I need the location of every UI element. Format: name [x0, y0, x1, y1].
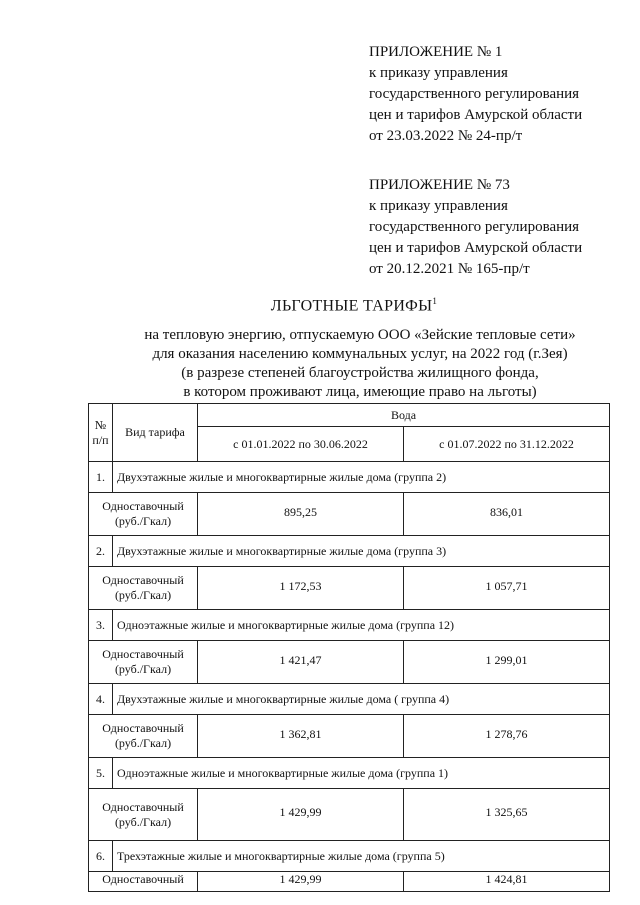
table-row	[89, 684, 610, 715]
table-row	[89, 462, 610, 493]
tariff-unit: (руб./Гкал)	[114, 662, 172, 676]
tariff-table	[88, 403, 610, 892]
group-name: Двухэтажные жилые и многоквартирные жилые дома (группа 3)	[113, 536, 610, 567]
tariff-kind-cell	[89, 493, 198, 536]
tariff-value-period-2: 1 278,76	[404, 715, 610, 758]
subtitle-line: в котором проживают лица, имеющие право на льготы)	[183, 384, 537, 400]
tariff-kind: Одноставочный	[102, 799, 184, 814]
table-header-row	[89, 404, 610, 427]
group-number: 6.	[89, 841, 113, 872]
tariff-kind-cell	[89, 789, 198, 841]
header-water: Вода	[198, 404, 610, 427]
appendix-1-line: от 23.03.2022 № 24-пр/т	[369, 128, 523, 144]
group-number: 3.	[89, 610, 113, 641]
appendix-1-line: цен и тарифов Амурской области	[369, 107, 583, 123]
header-tariff-kind: Вид тарифа	[113, 404, 198, 462]
tariff-kind-cell	[89, 872, 198, 892]
tariff-unit: (руб./Гкал)	[114, 814, 172, 829]
appendix-1-block	[369, 42, 640, 147]
group-name: Одноэтажные жилые и многоквартирные жилые дома (группа 12)	[113, 610, 610, 641]
table-row	[89, 841, 610, 872]
tariff-value-period-1: 895,25	[198, 493, 404, 536]
table-row	[89, 567, 610, 610]
appendix-73-title: ПРИЛОЖЕНИЕ № 73	[369, 177, 510, 193]
appendix-73-line: государственного регулирования	[369, 219, 580, 235]
document-title	[0, 296, 640, 315]
appendix-73-block	[369, 175, 640, 280]
group-name: Двухэтажные жилые и многоквартирные жилые дома (группа 2)	[113, 462, 610, 493]
group-number: 1.	[89, 462, 113, 493]
tariff-value-period-2: 836,01	[404, 493, 610, 536]
appendix-1-line: к приказу управления	[369, 65, 508, 81]
group-number: 2.	[89, 536, 113, 567]
tariff-value-period-2: 1 299,01	[404, 641, 610, 684]
group-number: 5.	[89, 758, 113, 789]
table-row	[89, 872, 610, 892]
group-number: 4.	[89, 684, 113, 715]
tariff-value-period-1: 1 172,53	[198, 567, 404, 610]
table-row	[89, 610, 610, 641]
tariff-kind-cell	[89, 567, 198, 610]
subtitle-line: (в разрезе степеней благоустройства жилищного фонда,	[181, 365, 539, 381]
tariff-kind: Одноставочный	[102, 573, 184, 587]
tariff-unit: (руб./Гкал)	[114, 588, 172, 602]
document-subtitle	[0, 326, 640, 402]
header-num: № п/п	[89, 404, 113, 462]
table-row	[89, 789, 610, 841]
tariff-value-period-1: 1 362,81	[198, 715, 404, 758]
table-row	[89, 715, 610, 758]
table-row	[89, 758, 610, 789]
appendix-73-line: от 20.12.2021 № 165-пр/т	[369, 261, 530, 277]
appendix-73-line: к приказу управления	[369, 198, 508, 214]
appendix-73-line: цен и тарифов Амурской области	[369, 240, 583, 256]
table-row	[89, 493, 610, 536]
tariff-value-period-2: 1 325,65	[404, 789, 610, 841]
header-period-1: с 01.01.2022 по 30.06.2022	[198, 427, 404, 462]
group-name: Одноэтажные жилые и многоквартирные жилые дома (группа 1)	[113, 758, 610, 789]
tariff-value-period-1: 1 429,99	[198, 872, 404, 892]
title-footnote-mark: 1	[432, 296, 438, 306]
tariff-unit: (руб./Гкал)	[114, 514, 172, 528]
appendix-1-line: государственного регулирования	[369, 86, 580, 102]
subtitle-line: на тепловую энергию, отпускаемую ООО «Зейские тепловые сети»	[144, 327, 576, 343]
table-row	[89, 536, 610, 567]
tariff-kind: Одноставочный	[102, 647, 184, 661]
table-row	[89, 641, 610, 684]
group-name: Трехэтажные жилые и многоквартирные жилые дома (группа 5)	[113, 841, 610, 872]
tariff-kind-cell	[89, 715, 198, 758]
tariff-kind: Одноставочный	[102, 499, 184, 513]
tariff-value-period-1: 1 421,47	[198, 641, 404, 684]
tariff-value-period-2: 1 424,81	[404, 872, 610, 892]
tariff-kind: Одноставочный	[102, 721, 184, 735]
tariff-value-period-2: 1 057,71	[404, 567, 610, 610]
subtitle-line: для оказания населению коммунальных услуг, на 2022 год (г.Зея)	[152, 346, 568, 362]
tariff-kind: Одноставочный	[102, 872, 184, 886]
tariff-kind-cell	[89, 641, 198, 684]
tariff-unit: (руб./Гкал)	[114, 736, 172, 750]
document-title-text: ЛЬГОТНЫЕ ТАРИФЫ	[270, 297, 433, 315]
tariff-value-period-1: 1 429,99	[198, 789, 404, 841]
group-name: Двухэтажные жилые и многоквартирные жилые дома ( группа 4)	[113, 684, 610, 715]
header-period-2: с 01.07.2022 по 31.12.2022	[404, 427, 610, 462]
appendix-1-title: ПРИЛОЖЕНИЕ № 1	[369, 44, 503, 60]
